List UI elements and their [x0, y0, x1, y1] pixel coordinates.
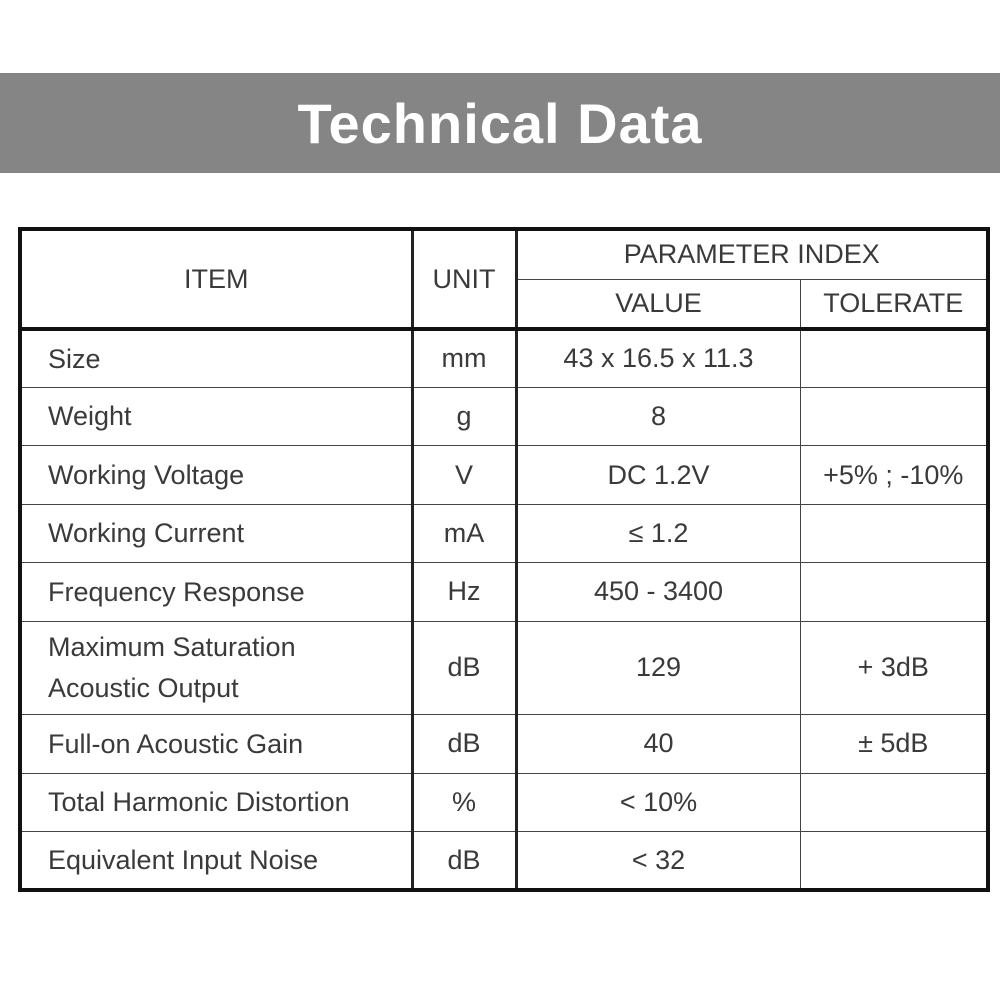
tol-cell: +5% ; -10%	[800, 446, 988, 504]
unit-cell: mm	[412, 329, 516, 387]
item-cell	[20, 446, 412, 504]
table-row	[20, 563, 988, 621]
table-row	[20, 329, 988, 387]
item-cell	[20, 387, 412, 445]
item-label: Full-on Acoustic Gain	[48, 728, 304, 759]
unit-cell: mA	[412, 504, 516, 562]
unit-cell: dB	[412, 715, 516, 773]
technical-data-table	[18, 227, 990, 892]
value-cell: 8	[516, 387, 800, 445]
header-unit: UNIT	[412, 229, 516, 329]
unit-cell: Hz	[412, 563, 516, 621]
item-label: Size	[48, 343, 101, 374]
item-label: Equivalent Input Noise	[48, 844, 319, 875]
header-tolerate: TOLERATE	[800, 279, 988, 329]
table-body	[20, 329, 988, 890]
table-header	[20, 229, 988, 329]
unit-cell: dB	[412, 621, 516, 715]
value-cell: 40	[516, 715, 800, 773]
item-label: Acoustic Output	[48, 672, 239, 703]
value-cell: < 10%	[516, 773, 800, 831]
item-cell	[20, 773, 412, 831]
unit-cell: %	[412, 773, 516, 831]
table-row	[20, 773, 988, 831]
tol-cell: ± 5dB	[800, 715, 988, 773]
table-row	[20, 715, 988, 773]
tol-cell	[800, 773, 988, 831]
item-cell	[20, 621, 412, 715]
value-cell: 129	[516, 621, 800, 715]
tol-cell	[800, 387, 988, 445]
table-row	[20, 387, 988, 445]
item-cell	[20, 329, 412, 387]
unit-cell: dB	[412, 832, 516, 891]
item-label: Working Current	[48, 518, 245, 549]
item-cell	[20, 832, 412, 891]
value-cell: 43 x 16.5 x 11.3	[516, 329, 800, 387]
item-label: Total Harmonic Distortion	[48, 787, 350, 818]
tol-cell	[800, 832, 988, 891]
table-row	[20, 504, 988, 562]
table-row	[20, 832, 988, 891]
table-row	[20, 621, 988, 715]
header-item: ITEM	[20, 229, 412, 329]
title-banner	[0, 73, 1000, 173]
item-cell	[20, 715, 412, 773]
tol-cell	[800, 504, 988, 562]
item-label: Frequency Response	[48, 576, 305, 607]
item-label: Maximum Saturation	[48, 632, 296, 663]
header-parameter-index: PARAMETER INDEX	[516, 229, 988, 279]
tol-cell	[800, 563, 988, 621]
table-row	[20, 446, 988, 504]
value-cell: DC 1.2V	[516, 446, 800, 504]
tol-cell	[800, 329, 988, 387]
header-value: VALUE	[516, 279, 800, 329]
tol-cell: + 3dB	[800, 621, 988, 715]
value-cell: < 32	[516, 832, 800, 891]
page-title: Technical Data	[297, 91, 703, 155]
unit-cell: V	[412, 446, 516, 504]
item-label: Weight	[48, 401, 132, 432]
item-cell	[20, 563, 412, 621]
header-row-top	[20, 229, 988, 279]
value-cell: 450 - 3400	[516, 563, 800, 621]
item-cell	[20, 504, 412, 562]
value-cell: ≤ 1.2	[516, 504, 800, 562]
item-label: Working Voltage	[48, 459, 245, 490]
unit-cell: g	[412, 387, 516, 445]
